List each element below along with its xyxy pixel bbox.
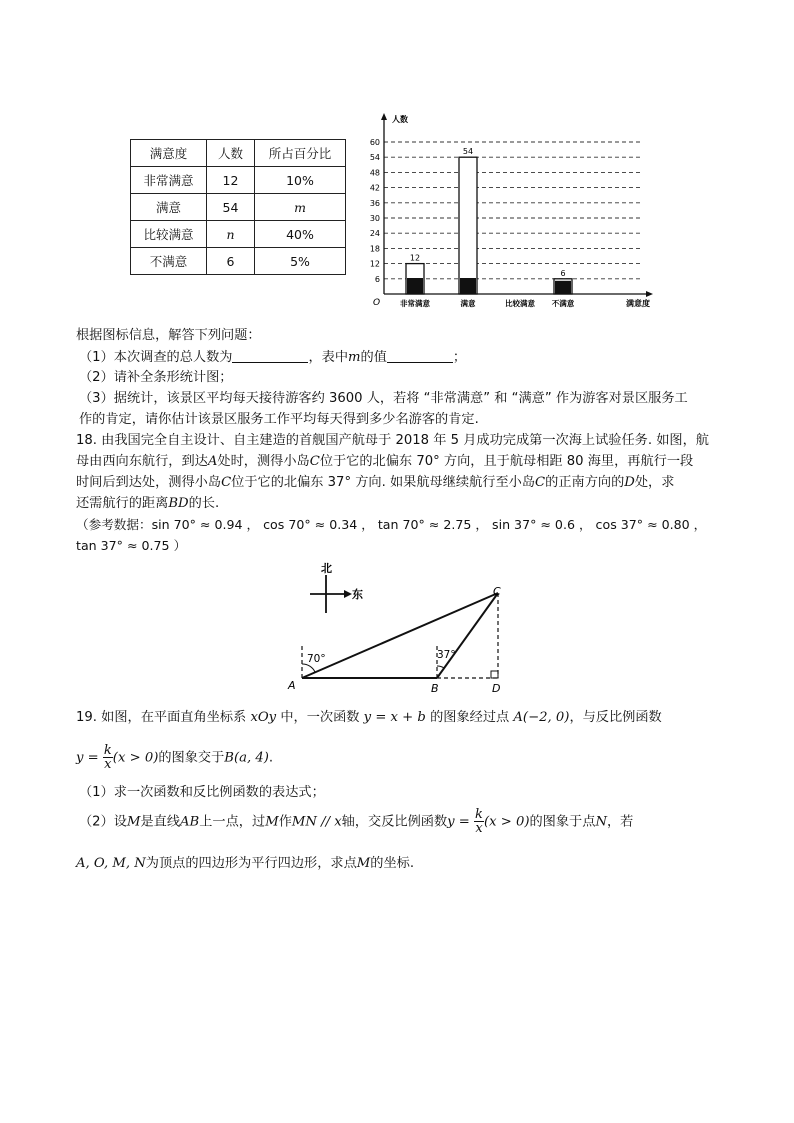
table-cell: 非常满意 xyxy=(131,167,207,194)
q18-line3 xyxy=(76,474,674,492)
bar-fill xyxy=(460,278,476,294)
q18-line4 xyxy=(76,495,219,513)
table-cell: n xyxy=(207,221,255,248)
fraction-numerator: k xyxy=(103,743,112,758)
y-tick-label: 36 xyxy=(369,198,380,208)
q17-part3-line2: 作的肯定，请你估计该景区服务工作平均每天得到多少名游客的肯定. xyxy=(79,412,479,427)
table-row xyxy=(131,221,346,248)
math-n: N xyxy=(595,814,607,830)
table-header-cell: 所占百分比 xyxy=(255,140,346,167)
y-tick-label: 24 xyxy=(369,229,380,239)
math-points: A, O, M, N xyxy=(76,856,146,871)
y-axis-arrow-icon xyxy=(381,113,387,120)
q18-text: 位于它的北偏东 37° 方向. 如果航母继续航行至小岛 xyxy=(231,475,536,490)
y-tick-label: 60 xyxy=(369,138,380,147)
q19-text: 的坐标. xyxy=(370,856,415,871)
angle-arc-37 xyxy=(437,666,444,668)
q18-text: 的长. xyxy=(188,496,220,511)
q19-text: 的图象于点 xyxy=(529,814,596,830)
fraction-denominator: x xyxy=(475,821,483,836)
math-ab: AB xyxy=(180,814,200,830)
fraction-denominator: x xyxy=(104,757,112,772)
y-tick-label: 6 xyxy=(374,274,380,284)
table-row xyxy=(131,167,346,194)
bar-fill xyxy=(407,278,423,294)
q18-text: 位于它的北偏东 70° 方向，且于航母相距 80 海里，再航行一段 xyxy=(319,454,694,469)
q18-line2 xyxy=(76,453,693,471)
x-axis-label: 满意度 xyxy=(626,299,650,308)
fraction-numerator: k xyxy=(475,807,483,822)
x-tick-label: 非常满意 xyxy=(400,299,430,308)
table-cell: 5% xyxy=(255,248,346,275)
math-point-b: B(a, 4) xyxy=(224,750,269,766)
table-cell: 12 xyxy=(207,167,255,194)
angle-arc-70 xyxy=(302,664,315,672)
math-point-a: A(−2, 0) xyxy=(513,710,570,725)
table-cell: 10% xyxy=(255,167,346,194)
bar-value-label: 6 xyxy=(560,268,566,278)
q19-part2 xyxy=(79,808,633,835)
math-mn-parallel: MN // x xyxy=(291,814,342,830)
point-b-label: B xyxy=(431,682,439,695)
right-angle-mark xyxy=(491,671,498,678)
y-tick-labels xyxy=(370,138,380,284)
point-c: C xyxy=(309,454,320,469)
q17-part1-text: ，表中 xyxy=(308,350,349,365)
y-tick-label: 54 xyxy=(369,153,380,163)
table-cell: 比较满意 xyxy=(131,221,207,248)
q17-part1 xyxy=(79,348,466,367)
q17-part2: （2）请补全条形统计图； xyxy=(79,370,233,385)
q19-text: 的图象交于 xyxy=(158,750,225,766)
q17-intro: 根据图标信息，解答下列问题： xyxy=(76,328,261,343)
q17-part1-text: 的值 xyxy=(360,350,387,365)
math-linear-function: y = x + b xyxy=(363,710,426,725)
table-header-row xyxy=(131,140,346,167)
navigation-figure xyxy=(280,558,520,698)
math-y-equals: y = xyxy=(76,750,99,766)
fraction-k-over-x xyxy=(103,744,113,771)
q19-text: 19. 如图，在平面直角坐标系 xyxy=(76,710,247,725)
east-arrow-icon xyxy=(344,590,352,598)
x-tick-label: 满意 xyxy=(460,299,476,308)
chart-grid xyxy=(384,142,642,279)
point-c: C xyxy=(221,475,232,490)
q18-text: 处，求 xyxy=(634,475,675,490)
point-a: A xyxy=(207,454,218,469)
q19-text: （2）设 xyxy=(79,814,127,830)
q18-line1: 18. 由我国完全自主设计、自主建造的首舰国产航母于 2018 年 5 月成功完成第一次海上试验任务. 如图，航 xyxy=(76,433,709,448)
q17-part1-text: ； xyxy=(452,350,467,365)
q19-line2 xyxy=(76,744,273,771)
bar-value-label: 54 xyxy=(462,147,474,157)
q19-part1: （1）求一次函数和反比例函数的表达式； xyxy=(79,785,325,800)
q19-line1 xyxy=(76,709,662,727)
y-tick-label: 12 xyxy=(369,259,380,269)
math-m: M xyxy=(265,814,279,830)
q18-reference-data-line2: tan 37° ≈ 0.75 ） xyxy=(76,538,187,553)
q19-text: ，与反比例函数 xyxy=(569,710,662,725)
q19-text: ，若 xyxy=(606,814,634,830)
q18-text: 处时，测得小岛 xyxy=(217,454,310,469)
point-a-label: A xyxy=(288,679,296,692)
table-cell: 54 xyxy=(207,194,255,221)
x-tick-label: 比较满意 xyxy=(505,299,535,308)
point-c-label: C xyxy=(493,585,501,598)
table-cell: m xyxy=(255,194,346,221)
x-axis-arrow-icon xyxy=(646,291,653,297)
point-c: C xyxy=(535,475,546,490)
table-cell: 不满意 xyxy=(131,248,207,275)
q19-text: 中，一次函数 xyxy=(280,710,360,725)
bar-chart xyxy=(360,108,680,312)
q19-text: 作 xyxy=(278,814,292,830)
q19-text: 上一点，过 xyxy=(199,814,266,830)
fraction-k-over-x xyxy=(474,808,484,835)
q18-text: 母由西向东航行，到达 xyxy=(76,454,208,469)
q17-part1-text: （1）本次调查的总人数为 xyxy=(79,350,233,365)
y-tick-label: 48 xyxy=(369,168,380,178)
y-tick-label: 18 xyxy=(369,244,380,254)
y-axis-label: 人数 xyxy=(392,115,408,124)
chart-labels xyxy=(400,147,575,308)
table-cell: 6 xyxy=(207,248,255,275)
y-tick-label: 42 xyxy=(369,183,380,193)
q19-text: 是直线 xyxy=(140,814,181,830)
satisfaction-table xyxy=(130,139,346,275)
math-xoy: xOy xyxy=(250,710,277,725)
math-y-equals: y = xyxy=(447,814,470,830)
origin-label: O xyxy=(373,298,381,308)
answer-blank[interactable] xyxy=(232,348,308,363)
angle-70-label: 70° xyxy=(307,653,326,665)
chart-bars xyxy=(406,157,572,294)
q19-text: 为顶点的四边形为平行四边形，求点 xyxy=(145,856,357,871)
bar-value-label: 12 xyxy=(409,253,421,263)
q19-part2-line2 xyxy=(76,855,414,873)
bar-fill xyxy=(555,281,571,294)
table-row xyxy=(131,194,346,221)
q19-text: . xyxy=(268,750,274,766)
math-condition: (x > 0) xyxy=(483,814,530,830)
q17-part3-line1: （3）据统计，该景区平均每天接待游客约 3600 人，若将 “非常满意” 和 “满意” 作为游客对景区服务工 xyxy=(79,391,688,406)
variable-m: m xyxy=(348,350,361,365)
math-m: M xyxy=(126,814,141,830)
answer-blank[interactable] xyxy=(387,348,453,363)
math-m: M xyxy=(356,856,371,871)
north-label: 北 xyxy=(321,562,332,575)
q19-text: 的图象经过点 xyxy=(430,710,510,725)
table-header-cell: 满意度 xyxy=(131,140,207,167)
point-d-label: D xyxy=(492,682,501,695)
segment-bd: BD xyxy=(168,496,189,511)
x-tick-label: 不满意 xyxy=(551,299,575,308)
table-header-cell: 人数 xyxy=(207,140,255,167)
angle-37-label: 37° xyxy=(437,649,456,661)
bar xyxy=(459,157,477,294)
q18-reference-data-line1: （参考数据：sin 70° ≈ 0.94 ， cos 70° ≈ 0.34 ， tan 70° ≈ 2.75 ， sin 37° ≈ 0.6 ， cos 37° ≈ 0.80 ， xyxy=(76,517,707,532)
point-d: D xyxy=(624,475,635,490)
east-label: 东 xyxy=(352,588,363,601)
table-cell: 40% xyxy=(255,221,346,248)
y-tick-label: 30 xyxy=(369,214,380,223)
q18-text: 时间后到达处，测得小岛 xyxy=(76,475,222,490)
table-row xyxy=(131,248,346,275)
table-cell: 满意 xyxy=(131,194,207,221)
q18-text: 还需航行的距离 xyxy=(76,496,169,511)
q19-text: 轴，交反比例函数 xyxy=(341,814,448,830)
q18-text: 的正南方向的 xyxy=(545,475,625,490)
math-condition: (x > 0) xyxy=(112,750,159,766)
